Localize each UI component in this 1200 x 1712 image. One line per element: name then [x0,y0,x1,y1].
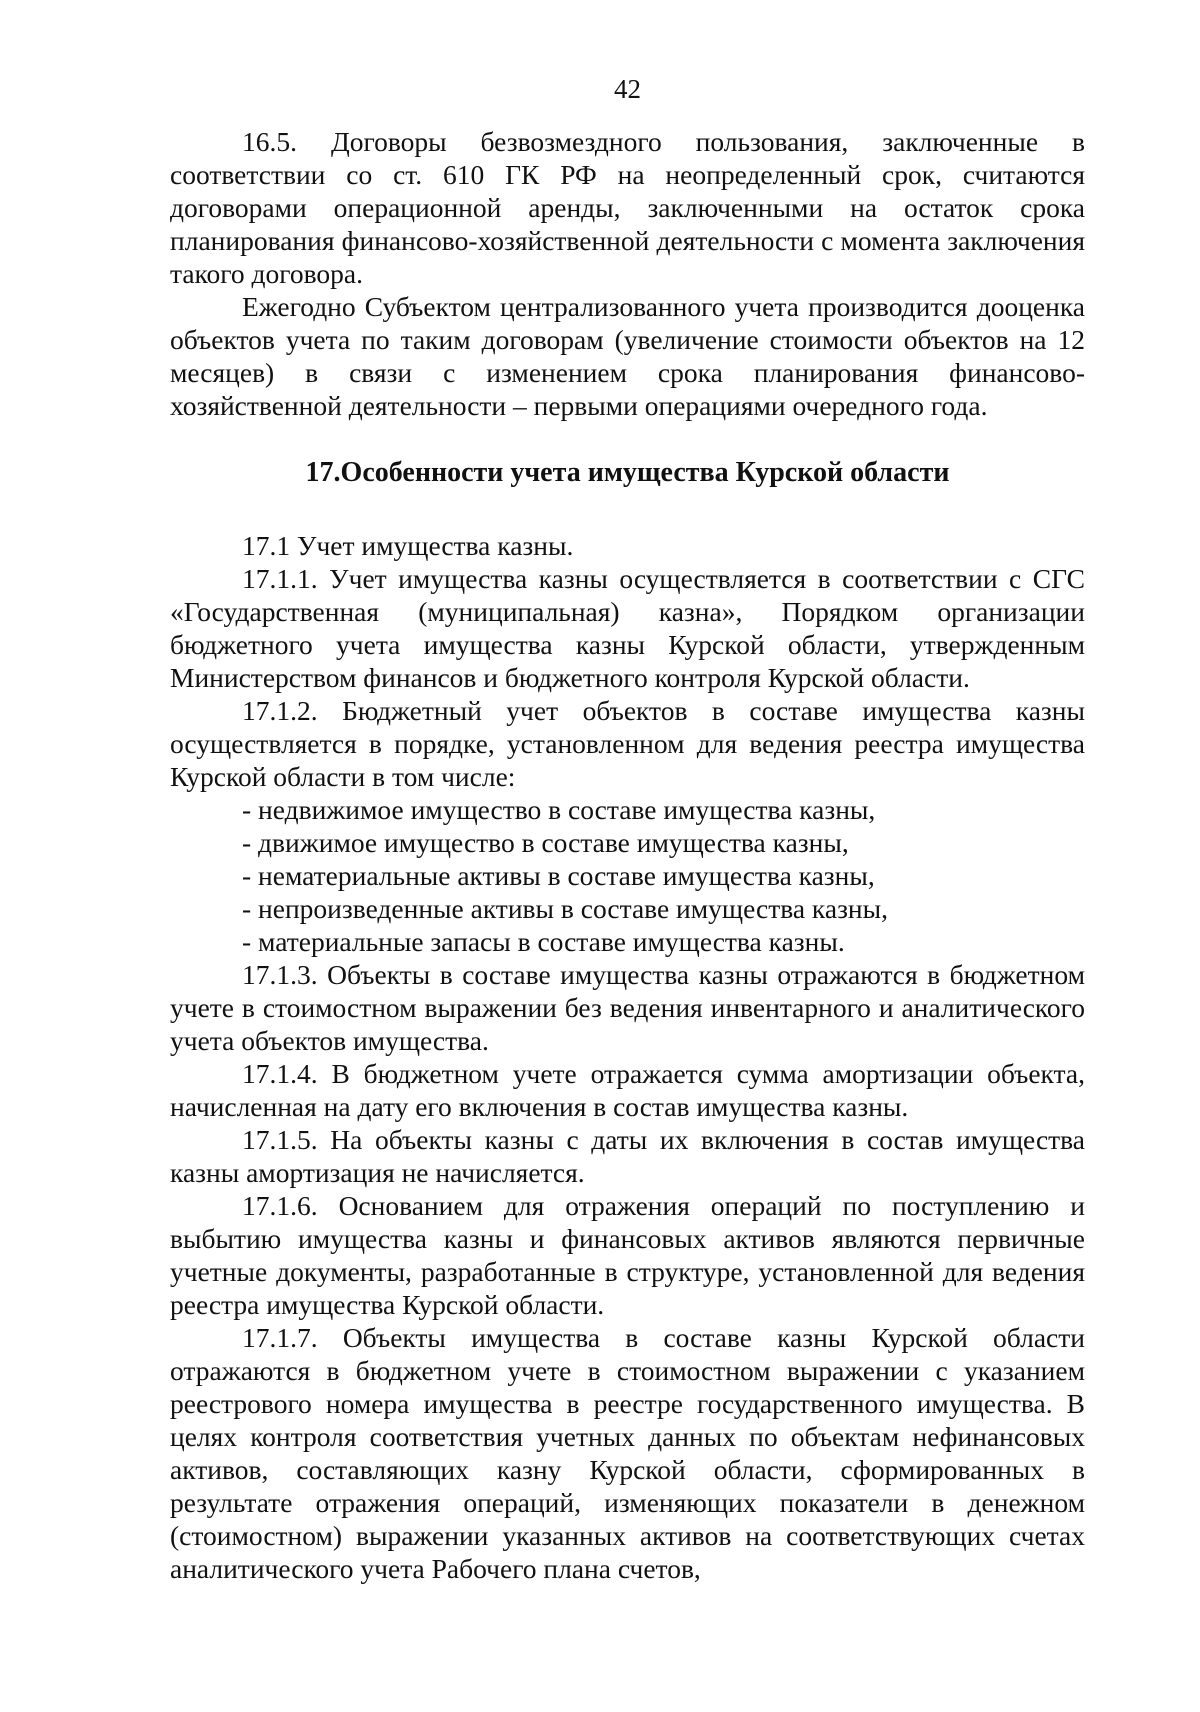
paragraph-17-1-5: 17.1.5. На объекты казны с даты их включения в состав имущества казны амортизация не начисляется. [170,1124,1085,1188]
paragraph-16-5: 16.5. Договоры безвозмездного пользования, заключенные в соответствии со ст. 610 ГК РФ на неопределенный срок, считаются договорами операционной аренды, заключенными на остаток срока планирования финансово-хозяйственной деятельности с момента заключения такого договора. [170,126,1085,289]
list-item: - нематериальные активы в составе имущества казны, [242,860,875,891]
section-heading: 17.Особенности учета имущества Курской области [305,457,950,488]
paragraph-revaluation: Ежегодно Субъектом централизованного учета производится дооценка объектов учета по таким договорам (увеличение стоимости объектов на 12 месяцев) в связи с изменением срока планирования финансово-хозяйственной деятельности – первыми операциями очередного года. [170,291,1085,421]
list-item: - недвижимое имущество в составе имущества казны, [242,794,876,825]
page-number: 42 [614,74,641,104]
paragraph-17-1-6: 17.1.6. Основанием для отражения операций по поступлению и выбытию имущества казны и финансовых активов являются первичные учетные документы, разработанные в структуре, установленной для ведения реестра имущества Курской области. [170,1190,1085,1320]
paragraph-17-1-2: 17.1.2. Бюджетный учет объектов в составе имущества казны осуществляется в порядке, установленном для ведения реестра имущества Курской области в том числе: [170,695,1085,792]
paragraph-17-1-3: 17.1.3. Объекты в составе имущества казны отражаются в бюджетном учете в стоимостном выражении без ведения инвентарного и аналитического учета объектов имущества. [170,959,1085,1056]
list-item: - непроизведенные активы в составе имущества казны, [242,893,888,924]
document-body [170,125,1085,1585]
subsection-title: 17.1 Учет имущества казны. [242,530,574,561]
paragraph-17-1-4: 17.1.4. В бюджетном учете отражается сумма амортизации объекта, начисленная на дату его включения в состав имущества казны. [170,1058,1085,1122]
paragraph-17-1-7: 17.1.7. Объекты имущества в составе казны Курской области отражаются в бюджетном учете в стоимостном выражении с указанием реестрового номера имущества в реестре государственного имущества. В целях контроля соответствия учетных данных по объектам нефинансовых активов, составляющих казну Курской области, сформированных в результате отражения операций, изменяющих показатели в денежном (стоимостном) выражении указанных активов на соответствующих счетах аналитического учета Рабочего плана счетов, [170,1322,1085,1584]
list-item: - материальные запасы в составе имущества казны. [242,926,845,957]
paragraph-17-1-1: 17.1.1. Учет имущества казны осуществляется в соответствии с СГС «Государственная (муниципальная) казна», Порядком организации бюджетного учета имущества казны Курской области, утвержденным Министерством финансов и бюджетного контроля Курской области. [170,563,1085,693]
list-item: - движимое имущество в составе имущества казны, [242,827,849,858]
